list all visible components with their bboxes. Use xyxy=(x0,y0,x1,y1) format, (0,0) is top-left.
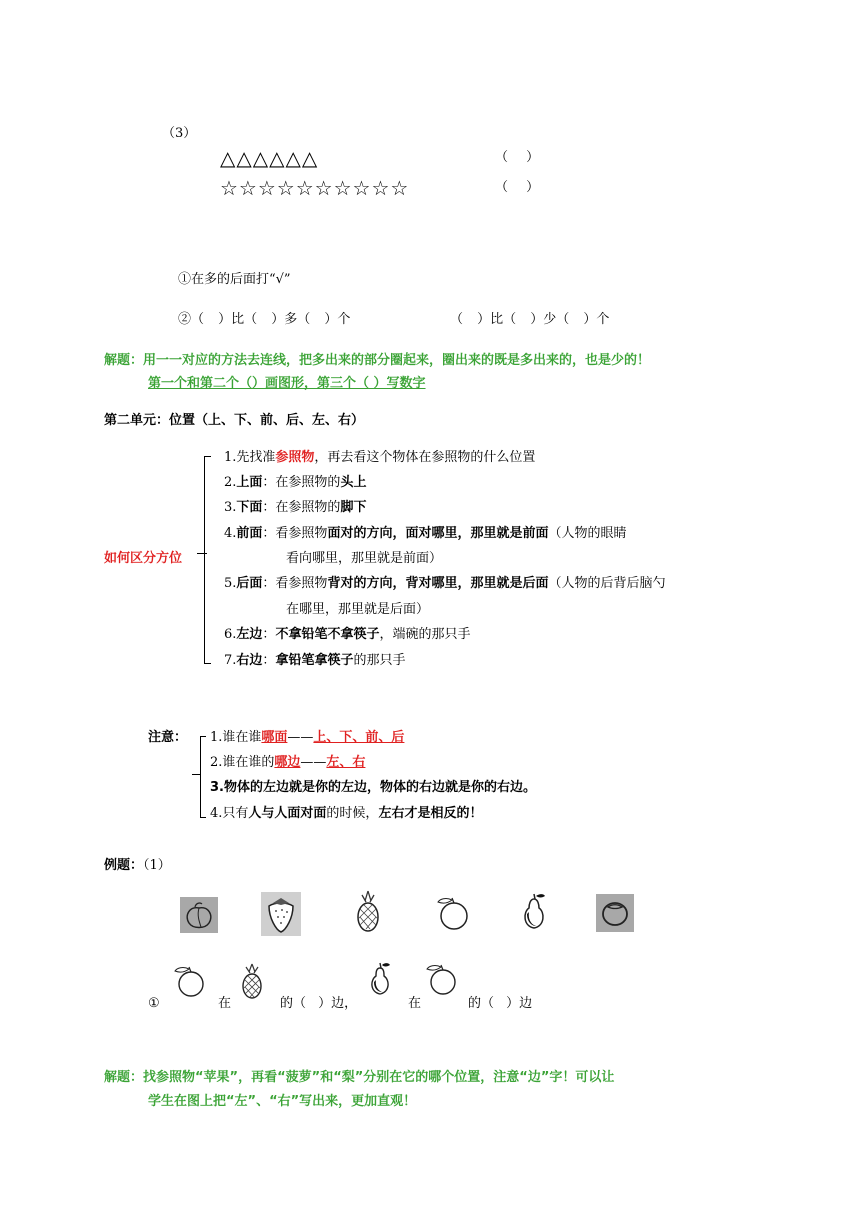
question-de-2: 的（ ）边 xyxy=(468,996,533,1011)
howto-item-3: 3.下面：在参照物的脚下 xyxy=(224,500,367,515)
instruction-2a: ②（ ）比（ ）多（ ）个 xyxy=(178,312,351,327)
note-item-2: 2.谁在谁的哪边——左、右 xyxy=(210,755,366,770)
question-number: ① xyxy=(148,996,160,1011)
question-zai-1: 在 xyxy=(218,996,232,1011)
howto-label: 如何区分方位 xyxy=(104,551,183,566)
howto-item-5: 5.后面：看参照物背对的方向，背对哪里，那里就是后面（人物的后背后脑勺 xyxy=(224,576,666,591)
solution-label: 解题： xyxy=(104,353,144,368)
howto-item-7: 7.右边：拿铅笔拿筷子的那只手 xyxy=(224,653,406,668)
instruction-1: ①在多的后面打“√” xyxy=(178,272,291,287)
pear-icon xyxy=(518,890,550,932)
solution-text: 找参照物“苹果”，再看“菠萝”和“梨”分别在它的哪个位置，注意“边”字！可以让 xyxy=(143,1070,615,1085)
left-brace xyxy=(204,456,211,664)
apple-icon xyxy=(168,964,208,998)
tomato-icon xyxy=(596,894,634,932)
howto-item-4-line2: 看向哪里，那里就是前面） xyxy=(286,551,443,566)
stars-row: ☆☆☆☆☆☆☆☆☆☆ xyxy=(220,176,410,200)
pear-icon xyxy=(366,960,394,998)
howto-item-2: 2.上面：在参照物的头上 xyxy=(224,475,367,490)
triangles-answer-paren: （ ） xyxy=(495,150,540,165)
note-brace-tick xyxy=(192,774,201,775)
solution-label: 解题： xyxy=(104,1070,144,1085)
stars-answer-paren: （ ） xyxy=(495,180,540,195)
note-item-1: 1.谁在谁哪面——上、下、前、后 xyxy=(210,730,405,745)
howto-item-5-line2: 在哪里，那里就是后面） xyxy=(286,602,430,617)
solution-1 xyxy=(104,353,650,369)
note-item-4: 4.只有人与人面对面的时候，左右才是相反的！ xyxy=(210,806,483,821)
solution-2 xyxy=(104,1070,614,1086)
pineapple-icon xyxy=(238,962,266,1000)
triangles-row: △△△△△△ xyxy=(220,146,319,170)
apple-icon xyxy=(420,962,460,996)
solution-1-line2: 第一个和第二个（）画图形，第三个（ ）写数字 xyxy=(148,376,426,391)
unit-2-title: 第二单元：位置（上、下、前、后、左、右） xyxy=(104,413,365,428)
howto-item-1: 1.先找准参照物，再去看这个物体在参照物的什么位置 xyxy=(224,450,536,465)
solution-2-line2: 学生在图上把“左”、“右”写出来，更加直观！ xyxy=(148,1094,417,1109)
howto-item-6: 6.左边：不拿铅笔不拿筷子，端碗的那只手 xyxy=(224,627,471,642)
howto-item-4: 4.前面：看参照物面对的方向，面对哪里，那里就是前面（人物的眼睛 xyxy=(224,526,627,541)
peach-icon xyxy=(180,897,218,933)
brace-tick xyxy=(197,553,207,554)
pineapple-icon xyxy=(352,889,384,933)
solution-text: 用一一对应的方法去连线，把多出来的部分圈起来，圈出来的既是多出来的，也是少的！ xyxy=(143,353,651,368)
instruction-2b: （ ）比（ ）少（ ）个 xyxy=(450,312,610,327)
note-item-3: 3.物体的左边就是你的左边，物体的右边就是你的右边。 xyxy=(210,780,536,795)
question-3-label: （3） xyxy=(162,126,197,141)
note-brace xyxy=(200,736,206,818)
apple-icon xyxy=(432,894,472,932)
question-de-1: 的（ ）边， xyxy=(280,996,358,1011)
example-label: 例题：（1） xyxy=(104,858,171,873)
strawberry-icon xyxy=(261,892,301,936)
note-label: 注意： xyxy=(148,730,188,745)
question-zai-2: 在 xyxy=(408,996,422,1011)
